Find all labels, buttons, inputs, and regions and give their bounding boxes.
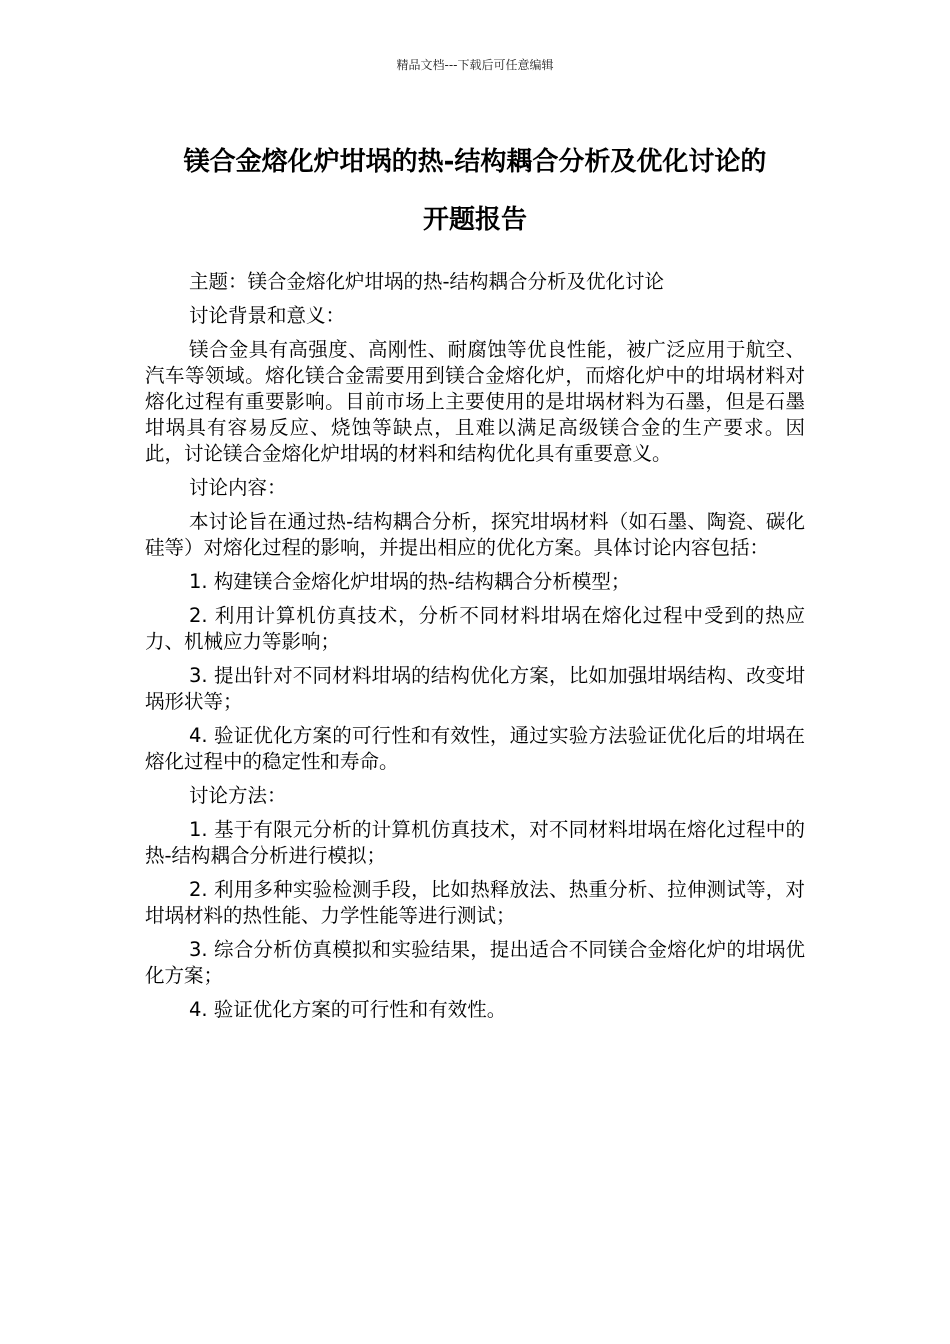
- document-title-line-1: 镁合金熔化炉坩埚的热-结构耦合分析及优化讨论的: [183, 147, 767, 177]
- method-item-4: 4. 验证优化方案的可行性和有效性。: [189, 998, 507, 1021]
- content-item-2: 2. 利用计算机仿真技术，分析不同材料坩埚在熔化过程中受到的热应力、机械应力等影响；: [145, 604, 805, 653]
- document-body: [145, 269, 805, 1031]
- content-item-1: 1. 构建镁合金熔化炉坩埚的热-结构耦合分析模型；: [189, 570, 631, 593]
- document-title: [140, 133, 810, 249]
- topic-paragraph: 主题：镁合金熔化炉坩埚的热-结构耦合分析及优化讨论: [189, 270, 665, 293]
- document-title-line-2: 开题报告: [422, 205, 527, 235]
- content-item-3: 3. 提出针对不同材料坩埚的结构优化方案，比如加强坩埚结构、改变坩埚形状等；: [145, 664, 805, 713]
- method-item-2: 2. 利用多种实验检测手段，比如热释放法、热重分析、拉伸测试等，对坩埚材料的热性能、力学性能等进行测试；: [145, 878, 805, 927]
- background-paragraph: 镁合金具有高强度、高刚性、耐腐蚀等优良性能，被广泛应用于航空、汽车等领域。熔化镁合金需要用到镁合金熔化炉，而熔化炉中的坩埚材料对熔化过程有重要影响。目前市场上主要使用的是坩埚材料为石墨，但是石墨坩埚具有容易反应、烧蚀等缺点，且难以满足高级镁合金的生产要求。因此，讨论镁合金熔化炉坩埚的材料和结构优化具有重要意义。: [145, 338, 805, 465]
- content-intro-paragraph: 本讨论旨在通过热-结构耦合分析，探究坩埚材料（如石墨、陶瓷、碳化硅等）对熔化过程的影响，并提出相应的优化方案。具体讨论内容包括：: [145, 510, 805, 559]
- content-item-4: 4. 验证优化方案的可行性和有效性，通过实验方法验证优化后的坩埚在熔化过程中的稳定性和寿命。: [145, 724, 805, 773]
- section-heading-methods: 讨论方法：: [189, 784, 287, 807]
- method-item-3: 3. 综合分析仿真模拟和实验结果，提出适合不同镁合金熔化炉的坩埚优化方案；: [145, 938, 805, 987]
- section-heading-background: 讨论背景和意义：: [189, 304, 346, 327]
- method-item-1: 1. 基于有限元分析的计算机仿真技术，对不同材料坩埚在熔化过程中的热-结构耦合分析进行模拟；: [145, 818, 805, 867]
- section-heading-content: 讨论内容：: [189, 476, 287, 499]
- page-header-note: 精品文档---下载后可任意编辑: [396, 58, 554, 72]
